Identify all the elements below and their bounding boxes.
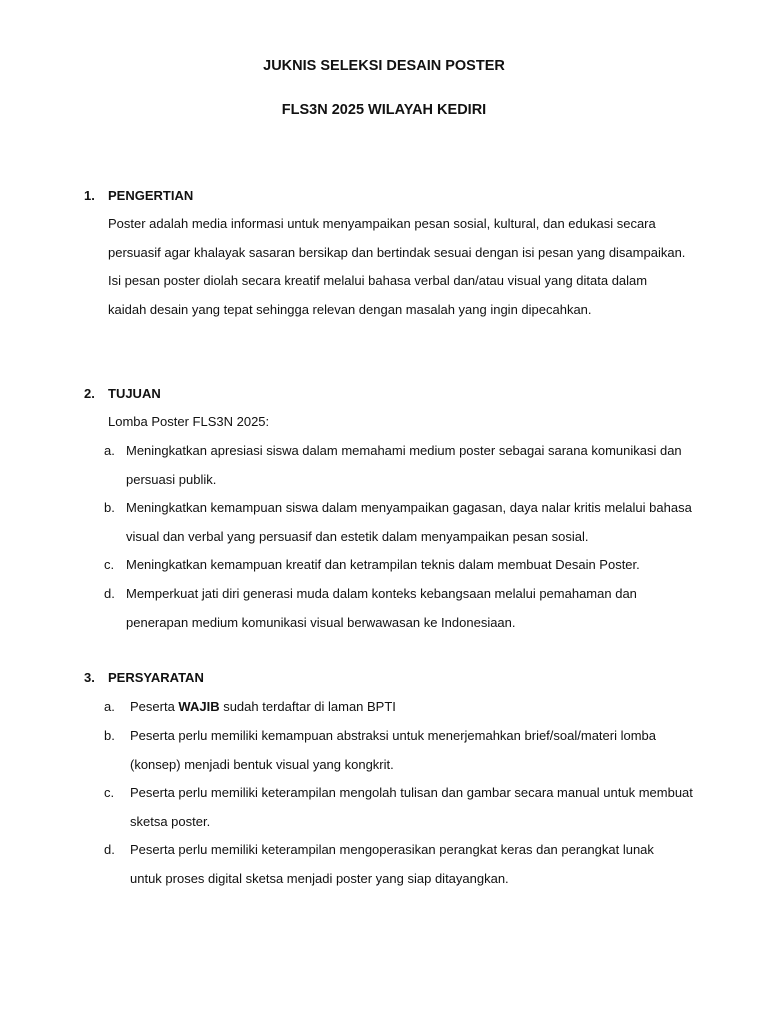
section-number: 3.	[84, 670, 95, 685]
list-item	[104, 779, 694, 836]
list-marker: b.	[104, 728, 115, 743]
section-heading-tujuan	[84, 386, 161, 401]
list-item-text: Meningkatkan kemampuan siswa dalam menyampaikan gagasan, daya nalar kritis melalui bahasa visual dan verbal yang persuasif dan estetik dalam menyampaikan pesan sosial.	[126, 500, 692, 544]
section-paragraph-pengertian: Poster adalah media informasi untuk menyampaikan pesan sosial, kultural, dan edukasi secara persuasif agar khalayak sasaran bersikap dan bertindak sesuai dengan isi pesan yang disampaikan. Isi pesan poster diolah secara kreatif melalui bahasa verbal dan/atau visual yang ditata dalam kaidah desain yang tepat sehingga relevan dengan masalah yang ingin dipecahkan.	[108, 216, 686, 317]
list-item-text: Peserta perlu memiliki kemampuan abstraksi untuk menerjemahkan brief/soal/materi lomba (konsep) menjadi bentuk visual yang kongkrit.	[130, 728, 657, 772]
section-number: 1.	[84, 188, 95, 203]
list-marker: a.	[104, 443, 115, 458]
section-heading-persyaratan	[84, 670, 204, 685]
document-subtitle: FLS3N 2025 WILAYAH KEDIRI	[281, 102, 487, 118]
list-marker: d.	[104, 842, 115, 857]
section-intro-tujuan: Lomba Poster FLS3N 2025:	[108, 414, 270, 429]
text-run: sudah terdaftar di laman BPTI	[219, 699, 396, 714]
list-item	[104, 722, 694, 779]
list-marker: c.	[104, 557, 115, 572]
list-item-text: Meningkatkan kemampuan kreatif dan ketrampilan teknis dalam membuat Desain Poster.	[126, 557, 640, 572]
list-marker: a.	[104, 699, 115, 714]
list-item-text: Meningkatkan apresiasi siswa dalam memahami medium poster sebagai sarana komunikasi dan persuasi publik.	[126, 443, 682, 487]
text-run: Peserta	[130, 699, 179, 714]
section-title: PENGERTIAN	[108, 188, 194, 203]
document-title: JUKNIS SELEKSI DESAIN POSTER	[263, 58, 505, 74]
list-item	[104, 551, 694, 580]
list-item	[104, 693, 694, 722]
list-item	[104, 437, 694, 494]
section-heading-pengertian	[84, 188, 193, 203]
list-item-text: Memperkuat jati diri generasi muda dalam konteks kebangsaan melalui pemahaman dan penerapan medium komunikasi visual berwawasan ke Indonesiaan.	[126, 586, 637, 630]
list-item	[104, 580, 694, 637]
list-marker: c.	[104, 785, 115, 800]
list-marker: d.	[104, 586, 115, 601]
emphasis-text: WAJIB	[178, 699, 220, 714]
list-item	[104, 836, 694, 893]
list-item-text: Peserta perlu memiliki keterampilan mengoperasikan perangkat keras dan perangkat lunak untuk proses digital sketsa menjadi poster yang siap ditayangkan.	[130, 842, 665, 886]
section-number: 2.	[84, 386, 95, 401]
list-item-text: Peserta perlu memiliki keterampilan mengolah tulisan dan gambar secara manual untuk membuat sketsa poster.	[130, 785, 693, 829]
list-item	[104, 494, 694, 551]
list-marker: b.	[104, 500, 115, 515]
section-title: TUJUAN	[108, 386, 161, 401]
section-title: PERSYARATAN	[108, 670, 204, 685]
list-item-text	[130, 693, 694, 722]
